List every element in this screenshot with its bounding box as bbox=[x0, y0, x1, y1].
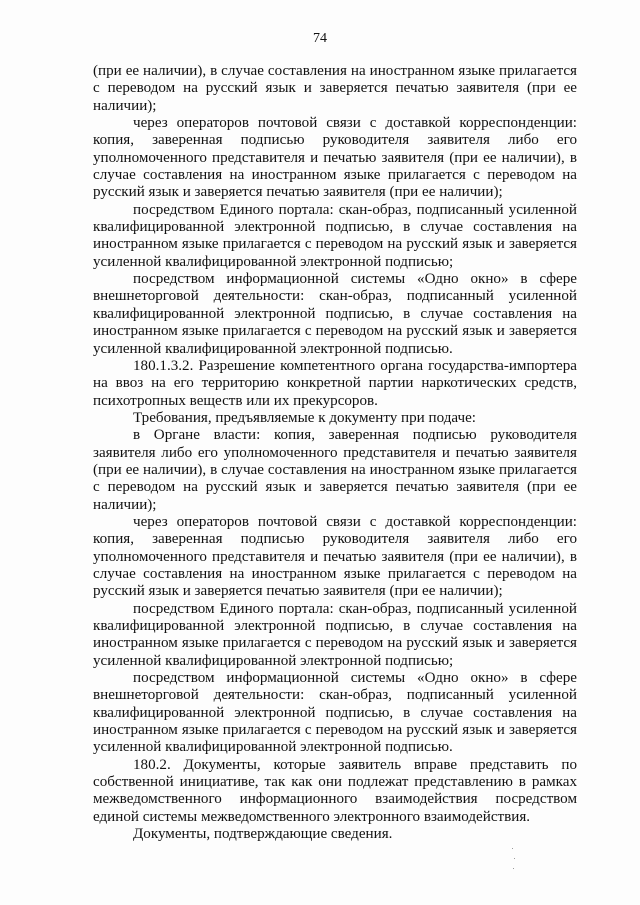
paragraph: через операторов почтовой связи с доставкой корреспонденции: копия, заверенная подписью руководителя заявителя либо его уполномоченного представителя и печатью заявителя (при ее наличии), в случае составления на иностранном языке прилагается с переводом на русский язык и заверяется печатью заявителя (при ее наличии); bbox=[93, 115, 577, 201]
paragraph: 180.1.3.2. Разрешение компетентного органа государства-импортера на ввоз на его территорию конкретной партии наркотических средств, психотропных веществ или их прекурсоров. bbox=[93, 357, 577, 409]
paragraph: посредством Единого портала: скан-образ, подписанный усиленной квалифицированной электронной подписью, в случае составления на иностранном языке прилагается с переводом на русский язык и заверяется усиленной квалифицированной электронной подписью; bbox=[93, 600, 577, 669]
paragraph: посредством информационной системы «Одно окно» в сфере внешнеторговой деятельности: скан-образ, подписанный усиленной квалифицированной электронной подписью, в случае составления на иностранном языке прилагается с переводом на русский язык и заверяется усиленной квалифицированной электронной подписью. bbox=[93, 670, 577, 756]
paragraph: посредством информационной системы «Одно окно» в сфере внешнеторговой деятельности: скан-образ, подписанный усиленной квалифицированной электронной подписью, в случае составления на иностранном языке прилагается с переводом на русский язык и заверяется усиленной квалифицированной электронной подписью. bbox=[93, 271, 577, 357]
scan-speck bbox=[514, 858, 515, 859]
scan-speck bbox=[512, 848, 513, 849]
paragraph: посредством Единого портала: скан-образ, подписанный усиленной квалифицированной электронной подписью, в случае составления на иностранном языке прилагается с переводом на русский язык и заверяется усиленной квалифицированной электронной подписью; bbox=[93, 201, 577, 270]
paragraph: через операторов почтовой связи с доставкой корреспонденции: копия, заверенная подписью руководителя заявителя либо его уполномоченного представителя и печатью заявителя (при ее наличии), в случае составления на иностранном языке прилагается с переводом на русский язык и заверяется печатью заявителя (при ее наличии); bbox=[93, 513, 577, 600]
scan-speck bbox=[513, 868, 514, 869]
page-number: 74 bbox=[313, 31, 327, 46]
document-body bbox=[93, 63, 577, 843]
paragraph: в Органе власти: копия, заверенная подписью руководителя заявителя либо его уполномоченного представителя и печатью заявителя (при ее наличии), в случае составления на иностранном языке прилагается с переводом на русский язык и заверяется печатью заявителя (при ее наличии); bbox=[93, 427, 577, 513]
paragraph: Документы, подтверждающие сведения. bbox=[133, 826, 393, 843]
paragraph: (при ее наличии), в случае составления на иностранном языке прилагается с переводом на русский язык и заверяется печатью заявителя (при ее наличии); bbox=[93, 63, 577, 114]
paragraph: 180.2. Документы, которые заявитель вправе представить по собственной инициативе, так как они подлежат представлению в рамках межведомственного информационного взаимодействия посредством единой системы межведомственного электронного взаимодействия. bbox=[93, 756, 577, 825]
paragraph: Требования, предъявляемые к документу при подаче: bbox=[133, 409, 476, 426]
